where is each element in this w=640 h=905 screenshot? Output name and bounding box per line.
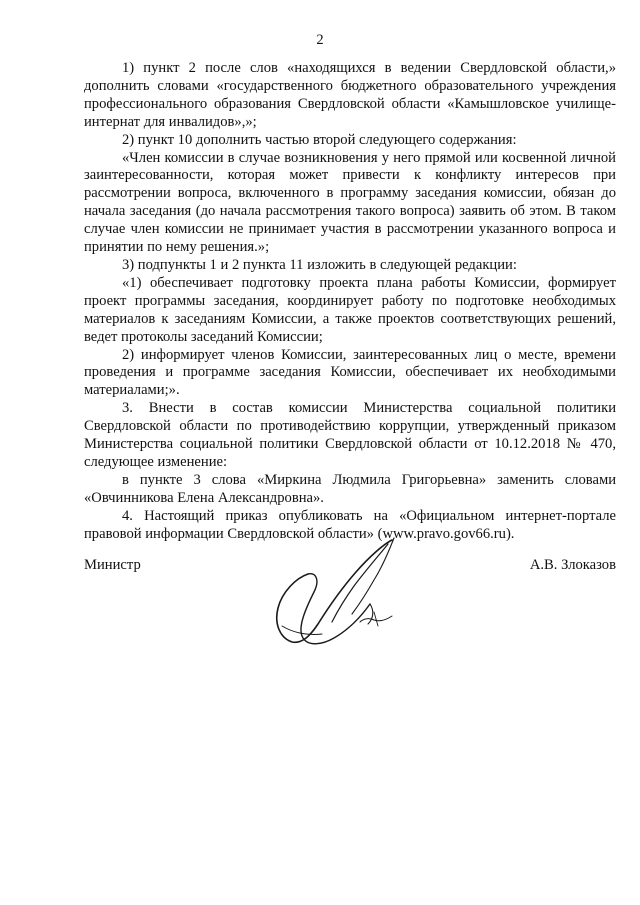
paragraph-9: 4. Настоящий приказ опубликовать на «Официальном интернет-портале правовой информации Свердловской области» (www.pravo.gov66.ru). [84,507,616,542]
handwritten-signature [262,534,412,664]
signatory-name: А.В. Злоказов [529,557,616,573]
paragraph-2: 2) пункт 10 дополнить частью второй следующего содержания: [122,131,517,148]
document-body [84,60,616,543]
paragraph-8: в пункте 3 слова «Миркина Людмила Григорьевна» заменить словами «Овчинникова Елена Александровна». [84,471,616,506]
paragraph-4: 3) подпункты 1 и 2 пункта 11 изложить в следующей редакции: [122,256,517,273]
signatory-title: Министр [84,557,141,573]
paragraph-7: 3. Внести в состав комиссии Министерства социальной политики Свердловской области по противодействию коррупции, утвержденный приказом Министерства социальной политики Свердловской области от 10.12.2018 № 470, следующее изменение: [84,400,616,470]
paragraph-5: «1) обеспечивает подготовку проекта плана работы Комиссии, формирует проект программы заседания, координирует работу по подготовке необходимых материалов к заседаниям Комиссии, а также проектов соответствующих решений, ведет протоколы заседаний Комиссии; [84,274,616,345]
paragraph-1: 1) пункт 2 после слов «находящихся в ведении Свердловской области,» дополнить словами «государственного бюджетного образовательного учреждения профессионального образования Свердловской области «Камышловское училище-интернат для инвалидов»,»; [84,60,616,130]
paragraph-6: 2) информирует членов Комиссии, заинтересованных лиц о месте, времени проведения и программе заседания Комиссии, обеспечивает их необходимыми материалами;». [84,346,616,399]
page-number: 2 [316,32,324,48]
paragraph-3: «Член комиссии в случае возникновения у него прямой или косвенной личной заинтересованности, которая может привести к конфликту интересов при рассмотрении вопроса, включенного в программу заседания комиссии, обязан до начала заседания (до начала рассмотрения такого вопроса) заявить об этом. В таком случае член комиссии не принимает участия в рассмотрении указанного вопроса и принятии по нему решения.»; [84,149,616,256]
